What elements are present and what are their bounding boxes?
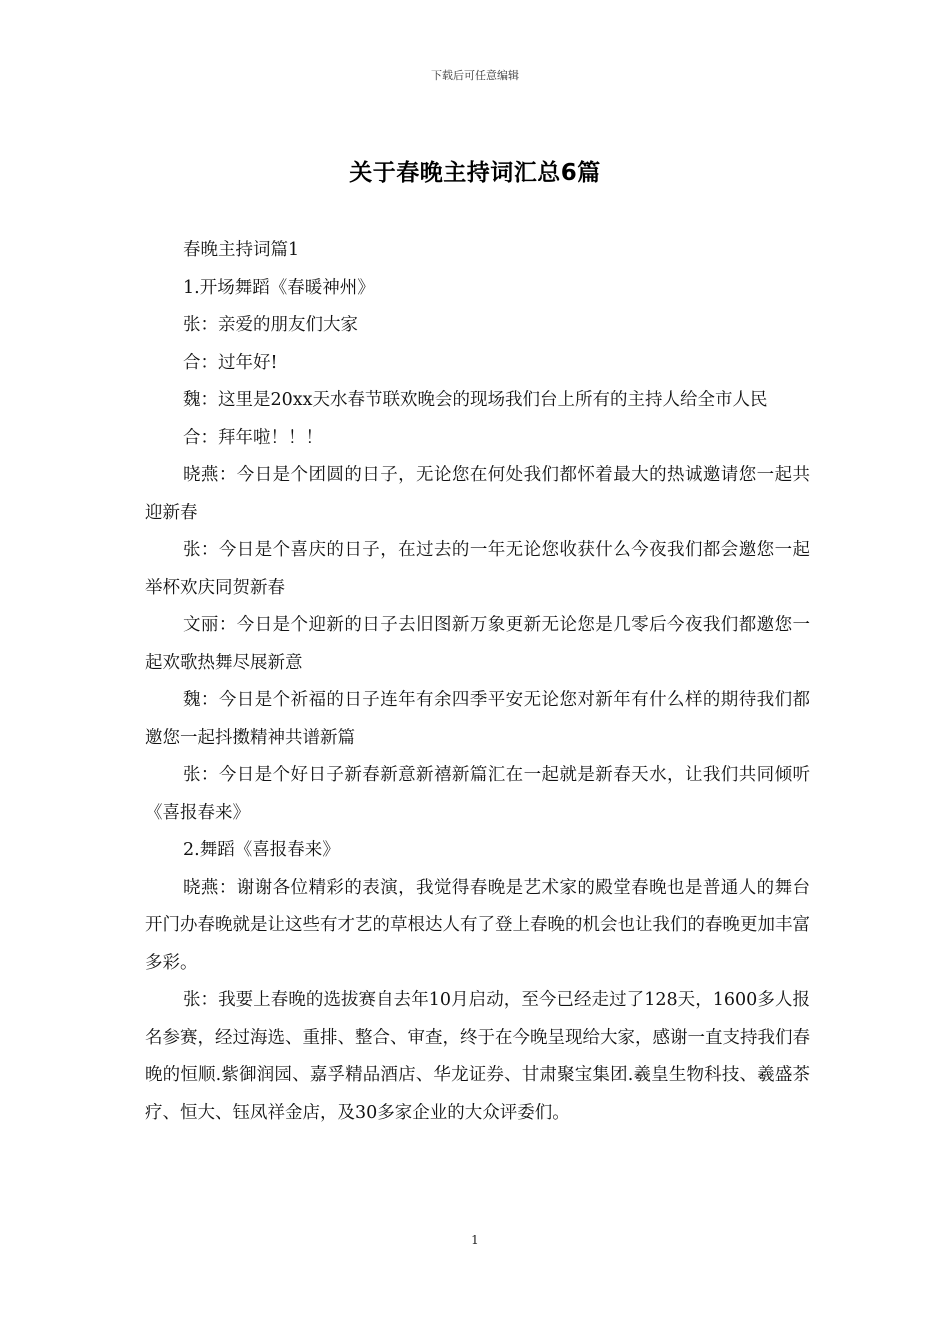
paragraph: 晓燕：今日是个团圆的日子，无论您在何处我们都怀着最大的热诚邀请您一起共迎新春 xyxy=(145,465,810,523)
paragraph: 魏：今日是个祈福的日子连年有余四季平安无论您对新年有什么样的期待我们都邀您一起抖擞精神共谱新篇 xyxy=(145,690,810,748)
paragraph: 张：今日是个好日子新春新意新禧新篇汇在一起就是新春天水，让我们共同倾听《喜报春来》 xyxy=(145,765,810,823)
paragraph: 1.开场舞蹈《春暖神州》 xyxy=(183,277,375,298)
paragraph: 合：拜年啦！！！ xyxy=(183,427,323,448)
paragraph: 魏：这里是20xx天水春节联欢晚会的现场我们台上所有的主持人给全市人民 xyxy=(183,390,768,410)
paragraph: 春晚主持词篇1 xyxy=(183,240,300,260)
paragraph: 晓燕：谢谢各位精彩的表演，我觉得春晚是艺术家的殿堂春晚也是普通人的舞台开门办春晚就是让这些有才艺的草根达人有了登上春晚的机会也让我们的春晚更加丰富多彩。 xyxy=(145,877,810,973)
page-number: 1 xyxy=(471,1233,479,1247)
header-note: 下载后可任意编辑 xyxy=(431,69,519,82)
paragraph: 文丽：今日是个迎新的日子去旧图新万象更新无论您是几零后今夜我们都邀您一起欢歌热舞尽展新意 xyxy=(145,615,810,673)
document-body xyxy=(145,232,810,1132)
paragraph: 2.舞蹈《喜报春来》 xyxy=(183,840,340,860)
document-title: 关于春晚主持词汇总6篇 xyxy=(349,160,601,186)
paragraph: 合：过年好! xyxy=(183,352,278,373)
paragraph: 张：今日是个喜庆的日子，在过去的一年无论您收获什么今夜我们都会邀您一起举杯欢庆同贺新春 xyxy=(145,540,810,598)
paragraph: 张：我要上春晚的选拔赛自去年10月启动，至今已经走过了128天，1600多人报名参赛，经过海选、重排、整合、审查，终于在今晚呈现给大家，感谢一直支持我们春晚的恒顺.紫御润园、嘉孚精品酒店、华龙证券、甘肃聚宝集团.羲皇生物科技、羲盛茶疗、恒大、钰凤祥金店，及30多家企业的大众评委们。 xyxy=(145,990,810,1123)
paragraph: 张：亲爱的朋友们大家 xyxy=(183,315,358,335)
